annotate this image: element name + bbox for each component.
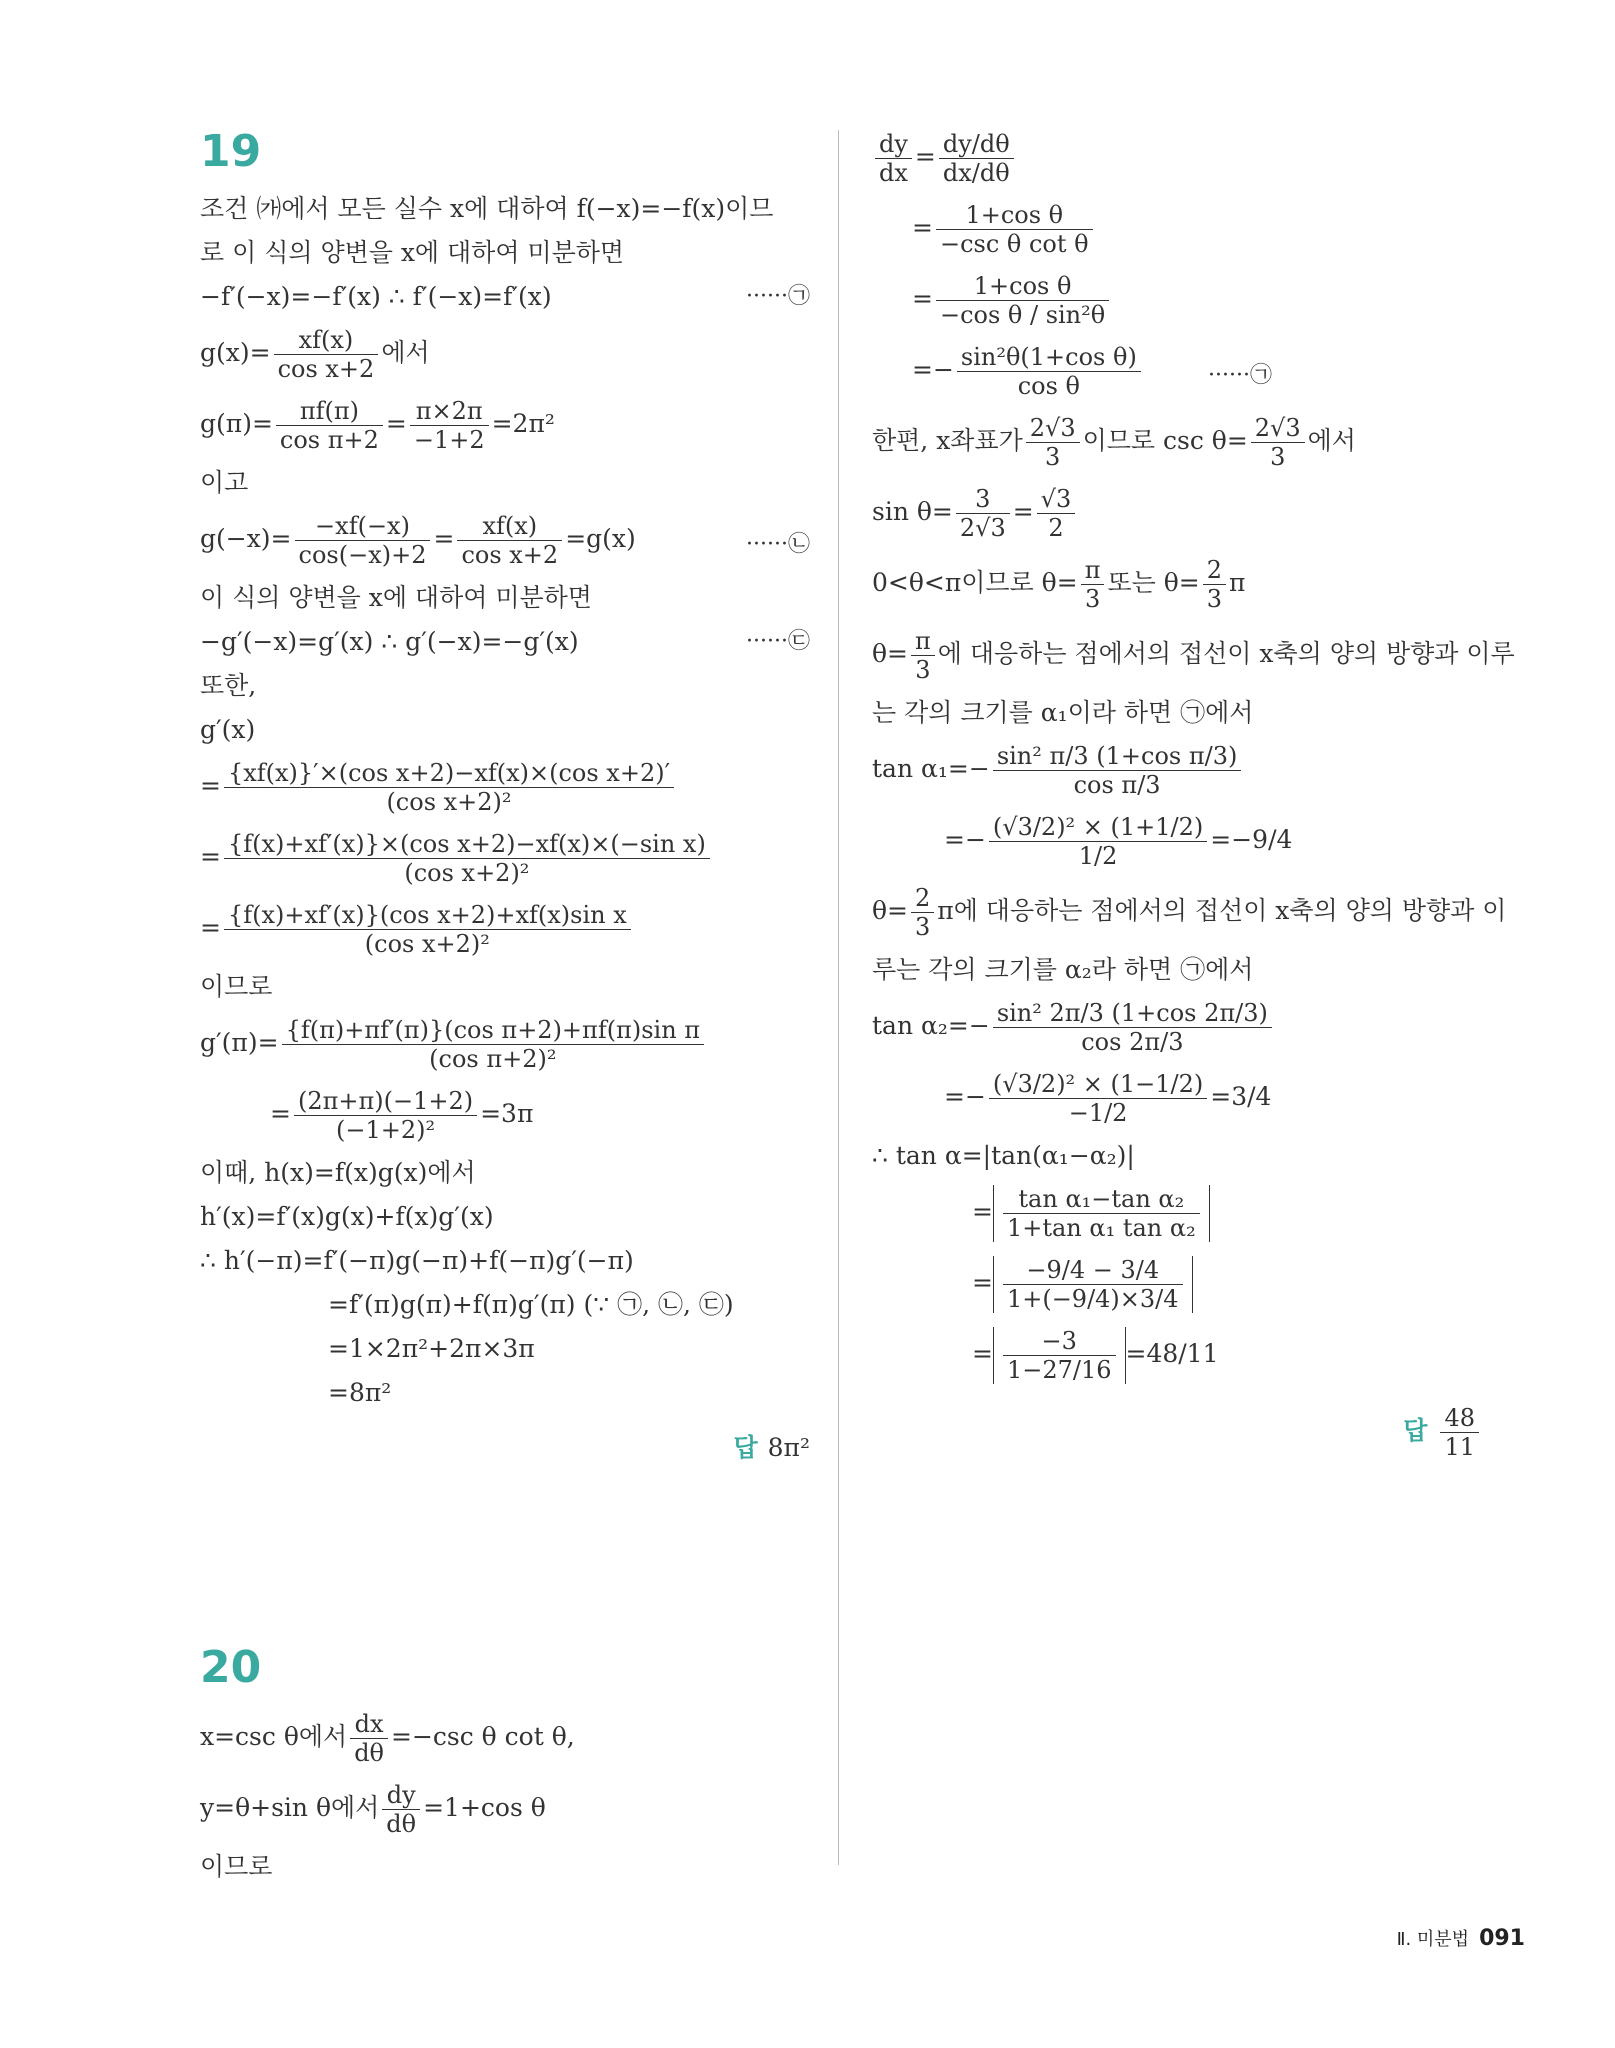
p20-r-line-16: ∴ tan α=|tan(α₁−α₂)| [872,1141,1135,1170]
denominator: dθ [354,1739,384,1767]
numerator: xf(x) [274,326,379,355]
numerator: πf(π) [276,397,383,426]
numerator: (2π+π)(−1+2) [294,1087,477,1116]
r8-post: 에 대응하는 점에서의 접선이 x축의 양의 방향과 이루 [937,639,1515,668]
page-footer [1397,1925,1525,1951]
p19-line-13: = $\frac{\text{\{f(x)+xf′(x)\}×(cos x+2)−xf(x)×(−sin x)}}{\text{(cos x+2)²}}$ [200,830,810,887]
p19-line-20: ∴ h′(−π)=f′(−π)g(−π)+f(−π)g′(−π) [200,1246,634,1275]
p20-r-line-13: 루는 각의 크기를 α₂라 하면 ㉠에서 [872,955,1254,984]
p20-r-line-14 [872,999,1482,1056]
p20-r-line-3: = $\frac{\text{1+cos θ}}{\text{−cos θ / sin²θ}}$ [872,272,1482,329]
p19-line-18: 이때, h(x)=f(x)g(x)에서 [200,1158,476,1187]
p19-line-2: 로 이 식의 양변을 x에 대하여 미분하면 [200,238,625,267]
p19-line-8: 이 식의 양변을 x에 대하여 미분하면 [200,583,592,612]
p20-r-line-11: =− $\frac{\text{(√3/2)² × (1+1/2)}}{1/2}$ =−9/4 [944,813,1293,870]
numerator: tan α₁−tan α₂ [1003,1185,1200,1214]
r8-pre: θ= [872,639,908,668]
r14-pre: tan α₂=− [872,1011,990,1040]
p20-r-line-19: = $\frac{-3}{1-27/16}$ =48/11 [972,1327,1219,1384]
r10-frac [993,742,1242,799]
answer-value: 8π² [767,1433,810,1462]
p20-line-3: 이므로 [200,1852,273,1881]
numerator: 3 [956,485,1010,514]
denominator: 3 [915,913,931,941]
denominator: 3 [1084,585,1101,613]
numerator: {xf(x)}′×(cos x+2)−xf(x)×(cos x+2)′ [224,759,674,788]
numerator: −9/4 − 3/4 [1003,1256,1183,1285]
p19-l7-frac-1 [295,512,431,569]
r6-pre: sin θ= [872,497,953,526]
answer-label: 답 [733,1433,758,1462]
problem-number-20: 20 [200,1642,262,1693]
p19-line-3-text: −f′(−x)=−f′(x) ∴ f′(−x)=f′(x) [200,282,552,311]
numerator: π×2π [410,397,489,426]
p19-l16-pre: g′(π)= [200,1028,279,1057]
denominator: (−1+2)² [335,1116,436,1144]
denominator: cos 2π/3 [1081,1028,1184,1056]
numerator: {f(x)+xf′(x)}×(cos x+2)−xf(x)×(−sin x) [224,830,710,859]
denominator: (cos π+2)² [429,1045,557,1073]
r3-frac [936,272,1109,329]
denominator: 2 [1048,514,1064,542]
denominator: cos x+2 [461,541,559,569]
r11-post: =−9/4 [1210,825,1293,854]
p20-answer [872,1404,1482,1461]
r10-pre: tan α₁=− [872,754,990,783]
numerator: 1+cos θ [936,272,1109,301]
p19-l7-post: =g(x) [565,524,636,553]
p20-r-line-5 [872,414,1482,471]
p19-l13-frac [224,830,710,887]
r5-pre: 한편, x좌표가 [872,426,1023,455]
r18-frac [1003,1256,1183,1313]
chain-frac [939,130,1014,187]
dy-dx-frac [875,130,912,187]
r4-frac [957,343,1141,400]
p19-l14-frac [224,901,631,958]
problem-number-19: 19 [200,126,262,177]
r6-frac-1 [956,485,1010,542]
r7-pre: 0<θ<π이므로 θ= [872,568,1078,597]
p20-r-line-8 [872,627,1515,684]
denominator: 3 [915,656,931,684]
numerator: {f(π)+πf′(π)}(cos π+2)+πf(π)sin π [282,1016,704,1045]
numerator: −3 [1003,1327,1116,1356]
tag-circled-3: ······㉢ [746,629,810,654]
p19-line-7 [200,512,810,569]
numerator: −xf(−x) [295,512,431,541]
p19-line-9-text: −g′(−x)=g′(x) ∴ g′(−x)=−g′(x) [200,627,579,656]
numerator: π [911,627,935,656]
p19-line-10: 또한, [200,671,257,700]
p20-l2-post: =1+cos θ [423,1793,546,1822]
denominator: cos(−x)+2 [298,541,427,569]
p20-l1-frac [350,1710,388,1767]
denominator: 3 [1045,443,1061,471]
p19-line-23: =8π² [328,1378,392,1407]
denominator: 11 [1444,1433,1475,1461]
denominator: cos θ [1017,372,1081,400]
p20-r-line-12 [872,884,1507,941]
denominator: 2√3 [959,514,1006,542]
denominator: cos π/3 [1073,771,1161,799]
r7-frac-1 [1081,556,1105,613]
p20-r-line-9: 는 각의 크기를 α₁이라 하면 ㉠에서 [872,698,1254,727]
p20-r-line-6: sin θ= $\frac{3}{2√3}$ = $\frac{√3}{2}$ [872,485,1482,542]
p19-line-4 [200,326,810,383]
p19-l17-post: =3π [480,1099,534,1128]
p19-line-15: 이므로 [200,972,273,1001]
p20-r-line-10 [872,742,1482,799]
numerator: sin²θ(1+cos θ) [957,343,1141,372]
tag-circled-1: ······㉠ [1208,363,1272,388]
denominator: 3 [1206,585,1222,613]
abs-bars [993,1185,1210,1242]
r7-post: π [1229,568,1246,597]
p19-line-11: g′(x) [200,715,256,744]
r5-frac-1 [1026,414,1080,471]
right-column [872,130,1515,1461]
p20-r-line-17: = $\frac{\text{tan α₁−tan α₂}}{\text{1+tan α₁ tan α₂}}$ [872,1185,1482,1242]
abs-bars [993,1327,1126,1384]
p19-answer [200,1428,810,1464]
r2-frac [936,201,1093,258]
r11-frac [989,813,1207,870]
equals: = [914,142,936,171]
r14-frac [993,999,1272,1056]
p19-l5-frac-2 [410,397,489,454]
p19-l4-frac [274,326,379,383]
denominator: 1+(−9/4)×3/4 [1006,1285,1179,1313]
denominator: −csc θ cot θ [939,230,1089,258]
abs-bars [993,1256,1193,1313]
p19-l12-frac [224,759,674,816]
numerator: √3 [1037,485,1076,514]
denominator: (cos x+2)² [404,859,530,887]
numerator: sin² π/3 (1+cos π/3) [993,742,1242,771]
p20-r-line-4: =− $\frac{\text{sin²θ(1+cos θ)}}{\text{cos θ}}$ ······㉠ [912,343,1272,400]
p19-l4-post: 에서 [381,338,430,367]
tag-circled-1: ······㉠ [746,284,810,309]
r15-frac [989,1070,1207,1127]
numerator: 48 [1440,1404,1479,1433]
denominator: −cos θ / sin²θ [939,301,1106,329]
denominator: 1−27/16 [1006,1356,1112,1384]
r6-frac-2 [1037,485,1076,542]
p19-line-12: = $\frac{\text{\{xf(x)\}′×(cos x+2)−xf(x)×(cos x+2)′}}{\text{(cos x+2)²}}$ [200,759,810,816]
r12-frac [911,884,934,941]
r19-post: =48/11 [1125,1339,1219,1368]
denominator: dx/dθ [942,159,1010,187]
denominator: cos π+2 [279,426,379,454]
column-divider [838,130,839,1865]
p19-l5-frac-1 [276,397,383,454]
numerator: dy/dθ [939,130,1014,159]
p19-line-3 [200,282,810,312]
r5-post: 에서 [1307,426,1356,455]
numerator: 2√3 [1251,414,1305,443]
p19-l17-frac [294,1087,477,1144]
tag-circled-2: ······㉡ [746,532,810,557]
numerator: 2√3 [1026,414,1080,443]
p20-r-line-7 [872,556,1482,613]
left-column [200,118,810,1896]
p19-l5-post: =2π² [491,409,555,438]
p19-line-14: = $\frac{\text{\{f(x)+xf′(x)\}(cos x+2)+xf(x)sin x}}{\text{(cos x+2)²}}$ [200,901,810,958]
section-label: Ⅱ. 미분법 [1396,1929,1470,1950]
numerator: xf(x) [457,512,562,541]
p19-line-9 [200,627,810,657]
equals: = [433,524,455,553]
numerator: dx [350,1710,388,1739]
answer-frac [1440,1404,1479,1461]
p19-line-1: 조건 ㈎에서 모든 실수 x에 대하여 f(−x)=−f(x)이므 [200,194,774,223]
denominator: −1/2 [1068,1099,1128,1127]
p19-l16-frac [282,1016,704,1073]
p19-line-19: h′(x)=f′(x)g(x)+f(x)g′(x) [200,1202,494,1231]
p19-line-5 [200,397,810,454]
denominator: 1+tan α₁ tan α₂ [1006,1214,1196,1242]
denominator: (cos x+2)² [386,788,512,816]
equals: = [385,409,407,438]
p20-l1-post: =−csc θ cot θ, [391,1722,575,1751]
numerator: π [1081,556,1105,585]
p20-r-line-18: = $\frac{-9/4 - 3/4}{1+(-9/4)\times 3/4}$ [872,1256,1482,1313]
p20-line-1 [200,1710,810,1767]
numerator: sin² 2π/3 (1+cos 2π/3) [993,999,1272,1028]
p19-l7-frac-2 [457,512,562,569]
denominator: dθ [386,1810,417,1838]
r12-post: π에 대응하는 점에서의 접선이 x축의 양의 방향과 이 [937,896,1507,925]
numerator: 2 [911,884,934,913]
p19-line-21: =f′(π)g(π)+f(π)g′(π) (∵ ㉠, ㉡, ㉢) [328,1290,734,1319]
p20-l2-pre: y=θ+sin θ에서 [200,1793,380,1822]
p19-line-22: =1×2π²+2π×3π [328,1334,535,1363]
r17-frac [1003,1185,1200,1242]
numerator: (√3/2)² × (1+1/2) [989,813,1207,842]
p20-l1-pre: x=csc θ에서 [200,1722,348,1751]
denominator: cos x+2 [277,355,375,383]
r7-frac-2 [1203,556,1226,613]
p19-line-16 [200,1016,810,1073]
r8-frac [911,627,935,684]
numerator: {f(x)+xf′(x)}(cos x+2)+xf(x)sin x [224,901,631,930]
p19-line-6: 이고 [200,468,249,497]
denominator: (cos x+2)² [364,930,490,958]
p19-line-17: = $\frac{(2\pi+\pi)(-1+2)}{\text{(−1+2)²}}$ =3π [270,1087,534,1144]
numerator: 1+cos θ [936,201,1093,230]
r7-mid: 또는 θ= [1107,568,1200,597]
numerator: dy [875,130,912,159]
page-number: 091 [1479,1926,1525,1951]
p20-r-line-2: = $\frac{\text{1+cos θ}}{\text{−csc θ cot θ}}$ [872,201,1482,258]
p19-l5-pre: g(π)= [200,409,273,438]
r19-frac [1003,1327,1116,1384]
p20-line-2 [200,1781,810,1838]
answer-label: 답 [1403,1416,1428,1445]
p20-l2-frac [382,1781,420,1838]
numerator: dy [382,1781,420,1810]
r5-frac-2 [1251,414,1305,471]
p20-r-line-1 [872,130,1482,187]
numerator: (√3/2)² × (1−1/2) [989,1070,1207,1099]
denominator: 3 [1270,443,1286,471]
r5-mid: 이므로 csc θ= [1082,426,1248,455]
denominator: 1/2 [1078,842,1118,870]
denominator: dx [879,159,908,187]
p19-l4-pre: g(x)= [200,338,271,367]
r12-pre: θ= [872,896,908,925]
p20-r-line-15: =− $\frac{\text{(√3/2)² × (1−1/2)}}{-1/2}$ =3/4 [944,1070,1272,1127]
r15-post: =3/4 [1210,1082,1272,1111]
p19-l7-pre: g(−x)= [200,524,292,553]
numerator: 2 [1203,556,1226,585]
denominator: −1+2 [413,426,485,454]
